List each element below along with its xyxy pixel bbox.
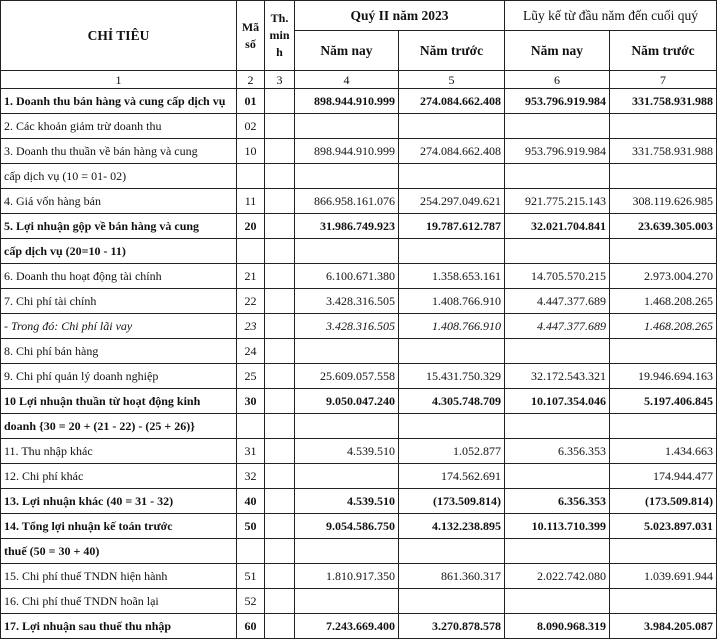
row-code: 60 — [237, 614, 265, 639]
row-note — [265, 189, 295, 214]
row-quarter-current: 4.539.510 — [295, 489, 399, 514]
table-row — [1, 564, 717, 589]
row-cumulative-current — [505, 339, 610, 364]
row-cumulative-previous — [610, 589, 717, 614]
row-quarter-current: 9.054.586.750 — [295, 514, 399, 539]
row-label: 1. Doanh thu bán hàng và cung cấp dịch vụ — [1, 89, 237, 114]
row-quarter-current: 31.986.749.923 — [295, 214, 399, 239]
row-code: 21 — [237, 264, 265, 289]
row-cumulative-previous — [610, 164, 717, 189]
row-cumulative-previous: 23.639.305.003 — [610, 214, 717, 239]
header-cumulative: Lũy kế từ đầu năm đến cuối quý — [505, 1, 717, 31]
row-label: 17. Lợi nhuận sau thuế thu nhập — [1, 614, 237, 639]
row-label: 3. Doanh thu thuần về bán hàng và cung — [1, 139, 237, 164]
row-code — [237, 539, 265, 564]
row-cumulative-current: 4.447.377.689 — [505, 289, 610, 314]
row-note — [265, 314, 295, 339]
row-label: 16. Chi phí thuế TNDN hoãn lại — [1, 589, 237, 614]
table-row — [1, 589, 717, 614]
row-code: 30 — [237, 389, 265, 414]
row-quarter-previous — [399, 114, 505, 139]
row-cumulative-current — [505, 164, 610, 189]
header-q-now: Năm nay — [295, 31, 399, 71]
col-number: 6 — [505, 71, 610, 89]
row-code: 23 — [237, 314, 265, 339]
row-label: 10 Lợi nhuận thuần từ hoạt động kinh — [1, 389, 237, 414]
row-cumulative-previous: 331.758.931.988 — [610, 89, 717, 114]
row-code: 40 — [237, 489, 265, 514]
row-cumulative-previous: 19.946.694.163 — [610, 364, 717, 389]
row-quarter-previous: 254.297.049.621 — [399, 189, 505, 214]
row-note — [265, 239, 295, 264]
row-label: 7. Chi phí tài chính — [1, 289, 237, 314]
row-cumulative-current: 10.107.354.046 — [505, 389, 610, 414]
col-number: 4 — [295, 71, 399, 89]
row-quarter-previous: 274.084.662.408 — [399, 89, 505, 114]
row-quarter-current — [295, 539, 399, 564]
row-cumulative-previous — [610, 414, 717, 439]
row-code: 11 — [237, 189, 265, 214]
row-cumulative-current — [505, 414, 610, 439]
table-row — [1, 539, 717, 564]
row-code: 51 — [237, 564, 265, 589]
row-note — [265, 439, 295, 464]
row-label: 8. Chi phí bán hàng — [1, 339, 237, 364]
table-row — [1, 264, 717, 289]
row-cumulative-previous: 1.434.663 — [610, 439, 717, 464]
row-quarter-previous — [399, 339, 505, 364]
row-cumulative-current: 4.447.377.689 — [505, 314, 610, 339]
row-label: - Trong đó: Chi phí lãi vay — [1, 314, 237, 339]
row-cumulative-current — [505, 589, 610, 614]
row-quarter-current: 1.810.917.350 — [295, 564, 399, 589]
row-quarter-previous: (173.509.814) — [399, 489, 505, 514]
table-row — [1, 114, 717, 139]
row-quarter-previous — [399, 414, 505, 439]
row-cumulative-previous: 5.197.406.845 — [610, 389, 717, 414]
row-cumulative-previous: 3.984.205.087 — [610, 614, 717, 639]
row-code: 25 — [237, 364, 265, 389]
header-chi-tieu: CHỈ TIÊU — [1, 1, 237, 71]
table-row — [1, 289, 717, 314]
row-cumulative-current: 2.022.742.080 — [505, 564, 610, 589]
row-code: 50 — [237, 514, 265, 539]
statement-rows — [1, 89, 717, 639]
row-note — [265, 364, 295, 389]
row-quarter-current: 4.539.510 — [295, 439, 399, 464]
header-c-prev: Năm trước — [610, 31, 717, 71]
table-row — [1, 164, 717, 189]
row-quarter-current — [295, 239, 399, 264]
table-row — [1, 614, 717, 639]
row-cumulative-current: 32.172.543.321 — [505, 364, 610, 389]
table-row — [1, 339, 717, 364]
row-cumulative-previous: 5.023.897.031 — [610, 514, 717, 539]
row-code: 22 — [237, 289, 265, 314]
row-label: thuế (50 = 30 + 40) — [1, 539, 237, 564]
col-number: 3 — [265, 71, 295, 89]
row-quarter-current — [295, 464, 399, 489]
row-note — [265, 489, 295, 514]
row-cumulative-current: 921.775.215.143 — [505, 189, 610, 214]
header-q-prev: Năm trước — [399, 31, 505, 71]
row-quarter-previous — [399, 164, 505, 189]
table-row — [1, 514, 717, 539]
row-cumulative-previous: 1.468.208.265 — [610, 289, 717, 314]
row-cumulative-current — [505, 114, 610, 139]
row-code — [237, 164, 265, 189]
row-quarter-current — [295, 164, 399, 189]
row-note — [265, 389, 295, 414]
row-label: 14. Tổng lợi nhuận kế toán trước — [1, 514, 237, 539]
row-note — [265, 89, 295, 114]
header-c-now: Năm nay — [505, 31, 610, 71]
row-quarter-current: 898.944.910.999 — [295, 89, 399, 114]
row-note — [265, 114, 295, 139]
row-note — [265, 589, 295, 614]
row-note — [265, 414, 295, 439]
row-quarter-current — [295, 339, 399, 364]
row-quarter-previous: 1.408.766.910 — [399, 314, 505, 339]
row-label: 4. Giá vốn hàng bán — [1, 189, 237, 214]
row-note — [265, 614, 295, 639]
table-row — [1, 389, 717, 414]
row-quarter-previous — [399, 589, 505, 614]
table-row — [1, 414, 717, 439]
row-quarter-previous: 4.132.238.895 — [399, 514, 505, 539]
row-cumulative-current: 953.796.919.984 — [505, 139, 610, 164]
row-code: 52 — [237, 589, 265, 614]
row-quarter-current: 25.609.057.558 — [295, 364, 399, 389]
row-quarter-previous: 1.052.877 — [399, 439, 505, 464]
row-cumulative-previous: 2.973.004.270 — [610, 264, 717, 289]
row-label: 9. Chi phí quản lý doanh nghiệp — [1, 364, 237, 389]
table-row — [1, 489, 717, 514]
table-row — [1, 214, 717, 239]
row-note — [265, 264, 295, 289]
row-cumulative-previous — [610, 114, 717, 139]
row-cumulative-previous — [610, 339, 717, 364]
row-note — [265, 289, 295, 314]
row-cumulative-current — [505, 239, 610, 264]
row-code: 24 — [237, 339, 265, 364]
col-number: 5 — [399, 71, 505, 89]
row-code — [237, 239, 265, 264]
row-note — [265, 539, 295, 564]
table-row — [1, 189, 717, 214]
row-quarter-current — [295, 114, 399, 139]
row-code: 02 — [237, 114, 265, 139]
row-quarter-previous: 861.360.317 — [399, 564, 505, 589]
row-cumulative-previous — [610, 239, 717, 264]
row-quarter-previous: 19.787.612.787 — [399, 214, 505, 239]
row-quarter-current — [295, 414, 399, 439]
row-quarter-previous: 274.084.662.408 — [399, 139, 505, 164]
row-quarter-previous: 1.408.766.910 — [399, 289, 505, 314]
table-row — [1, 364, 717, 389]
table-row — [1, 239, 717, 264]
column-number-row — [1, 71, 717, 89]
row-cumulative-previous: 1.039.691.944 — [610, 564, 717, 589]
row-cumulative-previous: (173.509.814) — [610, 489, 717, 514]
row-cumulative-previous — [610, 539, 717, 564]
row-cumulative-current — [505, 464, 610, 489]
row-label: 12. Chi phí khác — [1, 464, 237, 489]
row-note — [265, 139, 295, 164]
row-quarter-current: 3.428.316.505 — [295, 314, 399, 339]
row-quarter-current: 6.100.671.380 — [295, 264, 399, 289]
table-row — [1, 139, 717, 164]
table-row — [1, 314, 717, 339]
row-code: 20 — [237, 214, 265, 239]
header-quarter: Quý II năm 2023 — [295, 1, 505, 31]
row-label: 15. Chi phí thuế TNDN hiện hành — [1, 564, 237, 589]
row-code — [237, 414, 265, 439]
row-quarter-previous: 15.431.750.329 — [399, 364, 505, 389]
row-cumulative-current: 14.705.570.215 — [505, 264, 610, 289]
row-quarter-current: 3.428.316.505 — [295, 289, 399, 314]
row-code: 01 — [237, 89, 265, 114]
row-cumulative-previous: 331.758.931.988 — [610, 139, 717, 164]
table-row — [1, 464, 717, 489]
col-number: 1 — [1, 71, 237, 89]
col-number: 2 — [237, 71, 265, 89]
row-cumulative-previous: 174.944.477 — [610, 464, 717, 489]
row-quarter-previous: 4.305.748.709 — [399, 389, 505, 414]
row-code: 10 — [237, 139, 265, 164]
row-quarter-current — [295, 589, 399, 614]
row-cumulative-current: 32.021.704.841 — [505, 214, 610, 239]
row-label: 6. Doanh thu hoạt động tài chính — [1, 264, 237, 289]
row-cumulative-current: 6.356.353 — [505, 439, 610, 464]
row-note — [265, 214, 295, 239]
row-quarter-previous — [399, 539, 505, 564]
row-label: doanh {30 = 20 + (21 - 22) - (25 + 26)} — [1, 414, 237, 439]
header-ma-so: Mã số — [237, 1, 265, 71]
row-note — [265, 164, 295, 189]
row-cumulative-current: 953.796.919.984 — [505, 89, 610, 114]
table-row — [1, 89, 717, 114]
row-quarter-current: 9.050.047.240 — [295, 389, 399, 414]
row-code: 31 — [237, 439, 265, 464]
row-quarter-previous: 3.270.878.578 — [399, 614, 505, 639]
row-quarter-previous — [399, 239, 505, 264]
row-label: 11. Thu nhập khác — [1, 439, 237, 464]
row-cumulative-current: 8.090.968.319 — [505, 614, 610, 639]
row-label: cấp dịch vụ (10 = 01- 02) — [1, 164, 237, 189]
row-quarter-current: 898.944.910.999 — [295, 139, 399, 164]
row-cumulative-current: 6.356.353 — [505, 489, 610, 514]
row-quarter-current: 7.243.669.400 — [295, 614, 399, 639]
row-quarter-current: 866.958.161.076 — [295, 189, 399, 214]
row-quarter-previous: 174.562.691 — [399, 464, 505, 489]
row-quarter-previous: 1.358.653.161 — [399, 264, 505, 289]
table-row — [1, 439, 717, 464]
row-label: 5. Lợi nhuận gộp về bán hàng và cung — [1, 214, 237, 239]
row-note — [265, 564, 295, 589]
row-cumulative-previous: 308.119.626.985 — [610, 189, 717, 214]
col-number: 7 — [610, 71, 717, 89]
row-note — [265, 514, 295, 539]
row-note — [265, 339, 295, 364]
row-cumulative-current — [505, 539, 610, 564]
row-code: 32 — [237, 464, 265, 489]
header-thuyet-minh: Th. min h — [265, 1, 295, 71]
row-cumulative-previous: 1.468.208.265 — [610, 314, 717, 339]
row-cumulative-current: 10.113.710.399 — [505, 514, 610, 539]
row-label: 13. Lợi nhuận khác (40 = 31 - 32) — [1, 489, 237, 514]
row-label: 2. Các khoản giảm trừ doanh thu — [1, 114, 237, 139]
row-label: cấp dịch vụ (20=10 - 11) — [1, 239, 237, 264]
row-note — [265, 464, 295, 489]
